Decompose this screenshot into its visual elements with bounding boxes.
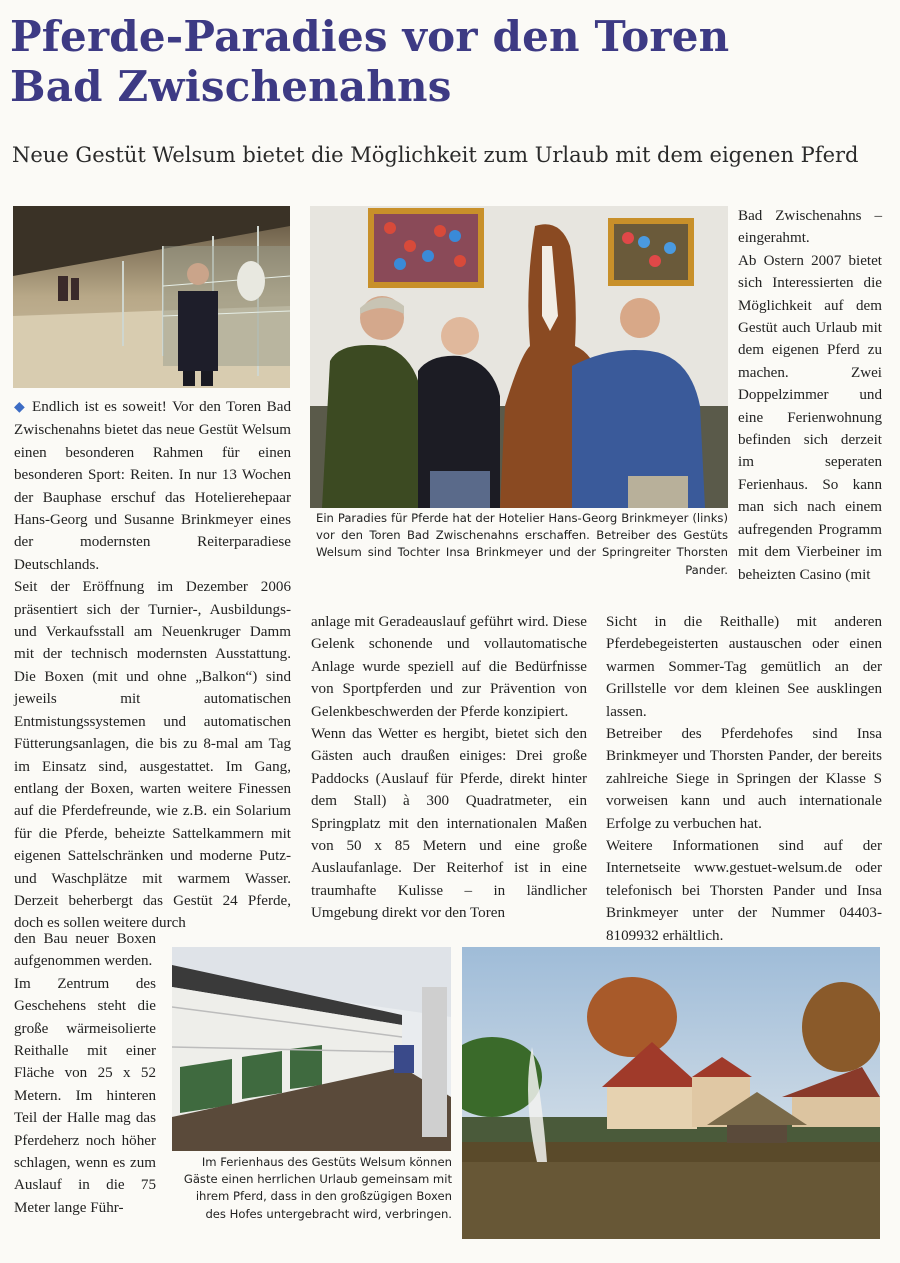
- body-column-3: [606, 611, 882, 947]
- diamond-bullet-icon: ◆: [14, 400, 27, 415]
- article-title: [10, 12, 890, 112]
- paragraph-framed: Bad Zwischenahns – eingerahmt.: [738, 208, 882, 247]
- paragraph-contact: Weitere Informationen sind auf der Internetseite www.gestuet-welsum.de oder telefonisch bei Thorsten Pander und Insa Brinkmeyer unter der Nummer 04403-8109932 erhältlich.: [606, 838, 882, 944]
- title-line-1: Pferde-Paradies vor den Toren: [10, 12, 730, 61]
- outdoor-stable-photo: [172, 947, 451, 1151]
- title-line-2: Bad Zwischenahns: [10, 62, 452, 111]
- paragraph-riding-hall: Im Zentrum des Geschehens steht die große wärmeisolierte Reithalle mit einer Fläche von 25 x 52 Metern. Im hinteren Teil der Halle mag das Pferdeherz noch höher schlagen, wenn es zum Auslauf in die 75 Meter lange Führ-: [14, 975, 156, 1216]
- paragraph-walker: anlage mit Geradeauslauf geführt wird. Diese Gelenk schonende und vollautomatische Anlage wurde speziell auf die Bedürfnisse von Sportpferden und zur Prävention von Gelenkbeschwerden der Pferde konzipiert.: [311, 614, 587, 720]
- body-column-right-narrow: [738, 205, 882, 586]
- paragraph-operators: Betreiber des Pferdehofes sind Insa Brinkmeyer und Thorsten Pander, der bereits zahlreiche Siege in Springen der Klasse S vorweisen kann und auch internationale Erfolge zu verbuchen hat.: [606, 726, 882, 832]
- body-column-1-narrow: [14, 928, 156, 1219]
- paragraph-outdoor: Wenn das Wetter es hergibt, bietet sich den Gästen auch draußen einiges: Drei große Paddocks (Auslauf für Pferde, direkt hinter dem Stall) à 300 Quadratmeter, ein Springplatz mit den internationalen Maßen von 50 x 85 Metern und eine große Auslaufanlage. Der Reiterhof ist in eine traumhafte Kulisse – in ländlicher Umgebung direkt vor den Toren: [311, 726, 587, 922]
- paragraph-holiday: Ab Ostern 2007 bietet sich Interessierten die Möglichkeit auf dem Gestüt auch Urlaub mit dem eigenen Pferd zu machen. Zwei Doppelzimmer und eine Ferienwohnung befinden sich derzeit im seperaten Ferienhaus. So kann man sich nach einem aufregenden Programm mit dem Vierbeiner im beheizten Casino (mit: [738, 252, 882, 583]
- body-column-2: [311, 611, 587, 925]
- stable-corridor-photo: [13, 206, 290, 388]
- article-subtitle: Neue Gestüt Welsum bietet die Möglichkeit zum Urlaub mit dem eigenen Pferd: [12, 143, 859, 167]
- paragraph-facilities: Seit der Eröffnung im Dezember 2006 präsentiert sich der Turnier-, Ausbildungs- und Verkaufsstall am Neuenkruger Damm mit der technisch modernsten Ausstattung. Die Boxen (mit und ohne „Balkon“) sind jeweils mit automatischen Entmistungssystemen und automatischen Fütterungsanlagen, die bis zu 8-mal am Tag im Einsatz sind, ausgestattet. Im Gang, entlang der Boxen, warten weitere Finessen auf die Pferdefreunde, wie z.B. ein Solarium für die Pferde, beheizte Sattelkammern mit eigenen Sattelschränken und moderne Putz- und Waschplätze mit warmem Wasser. Derzeit beherbergt das Gestüt 24 Pferde, doch es sollen weitere durch: [14, 579, 291, 932]
- stable-photo-caption: Im Ferienhaus des Gestüts Welsum können Gäste einen herrlichen Urlaub gemeinsam mit ihrem Pferd, dass in den großzügigen Boxen des Hofes untergebracht wird, verbringen.: [183, 1155, 452, 1221]
- paragraph-facilities-end: den Bau neuer Boxen aufgenommen werden.: [14, 931, 156, 970]
- people-horse-photo: [310, 206, 728, 508]
- paragraph-intro: [14, 396, 291, 576]
- body-column-1: [14, 396, 291, 935]
- paragraph-intro-text: Endlich ist es soweit! Vor den Toren Bad Zwischenahns bietet das neue Gestüt Welsum einen besonderen Rahmen für einen besonderen Sport: Reiten. In nur 13 Wochen der Bauphase erschuf das Hotelierehepaar Hans-Georg und Susanne Brinkmeyer eines der modernsten Reiterparadiese Deutschlands.: [14, 399, 291, 573]
- pond-house-photo: [462, 947, 880, 1239]
- people-photo-caption: Ein Paradies für Pferde hat der Hotelier Hans-Georg Brinkmeyer (links) vor den Toren Bad Zwischenahns erschaffen. Betreiber des Gestüts Welsum sind Tochter Insa Brinkmeyer und der Springreiter Thorsten Pander.: [316, 511, 728, 577]
- paragraph-casino: Sicht in die Reithalle) mit anderen Pferdebegeisterten austauschen oder einen warmen Sommer-Tag gemütlich an der Grillstelle vor dem kleinen See ausklingen lassen.: [606, 614, 882, 720]
